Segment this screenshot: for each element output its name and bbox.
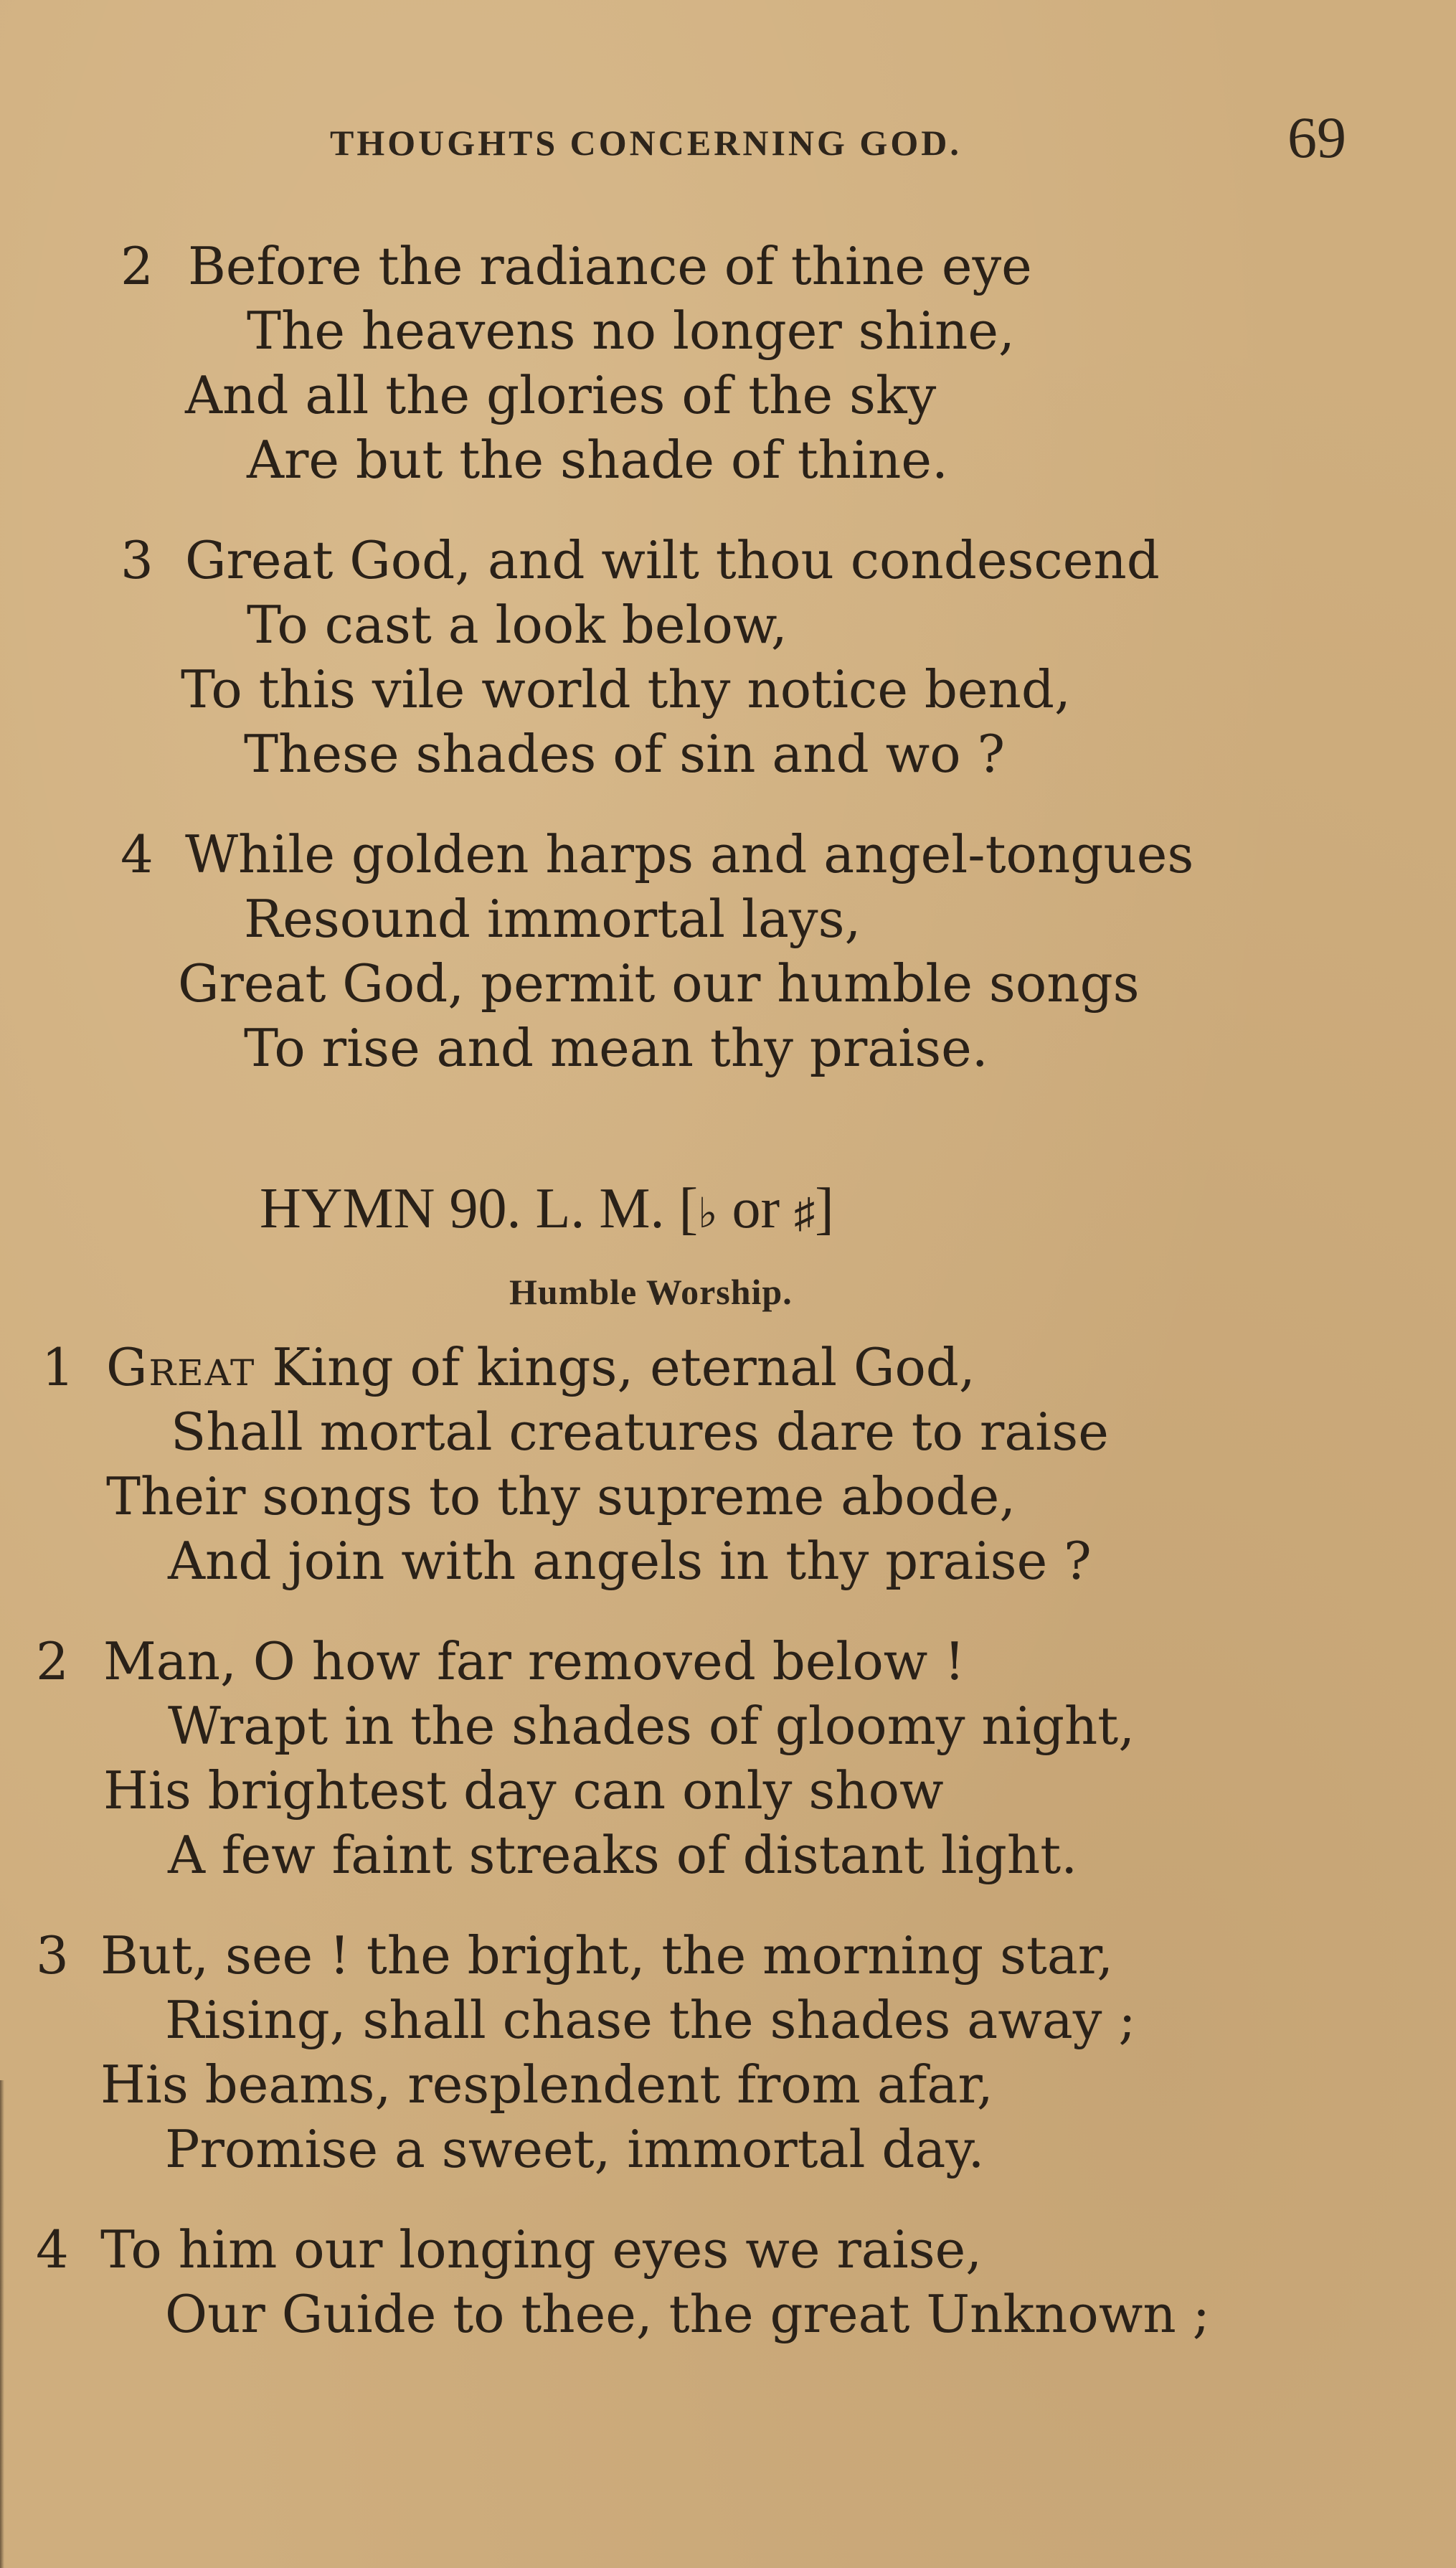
hymn-title-text: HYMN 90. L. M. [ xyxy=(260,1177,699,1240)
verse-line: To him our longing eyes we raise, xyxy=(100,2219,983,2280)
verse-line: While golden harps and angel-tongues xyxy=(185,824,1194,884)
verse-line-rest: King of kings, eternal God, xyxy=(255,1337,975,1397)
sharp-symbol: ♯ xyxy=(794,1190,816,1237)
page-edge-shadow xyxy=(0,2080,4,2568)
stanza-number: 2 xyxy=(36,1631,69,1691)
hymn-title xyxy=(260,1176,834,1242)
verse-line: A few faint streaks of distant light. xyxy=(168,1825,1078,1885)
verse-line: And all the glories of the sky xyxy=(185,365,937,425)
verse-line: Resound immortal lays, xyxy=(244,889,861,949)
stanza-number: 3 xyxy=(120,530,153,590)
verse-line: Wrapt in the shades of gloomy night, xyxy=(168,1696,1135,1756)
verse-line: To cast a look below, xyxy=(247,595,788,655)
verse-line: Promise a sweet, immortal day. xyxy=(165,2119,985,2179)
verse-line: Our Guide to thee, the great Unknown ; xyxy=(165,2284,1210,2344)
stanza-number: 3 xyxy=(36,1925,69,1986)
verse-line: The heavens no longer shine, xyxy=(247,301,1015,361)
verse-line: His brightest day can only show xyxy=(103,1760,944,1821)
verse-line: Are but the shade of thine. xyxy=(247,430,948,490)
stanza-number: 4 xyxy=(36,2219,69,2280)
verse-line xyxy=(106,1337,975,1397)
verse-line: To this vile world thy notice bend, xyxy=(181,659,1071,719)
verse-line: Before the radiance of thine eye xyxy=(188,236,1032,296)
verse-line: These shades of sin and wo ? xyxy=(244,724,1006,784)
page-number: 69 xyxy=(1287,105,1346,170)
verse-line: Shall mortal creatures dare to raise xyxy=(171,1402,1109,1462)
hymn-key-or: or xyxy=(717,1177,795,1240)
verse-line: Rising, shall chase the shades away ; xyxy=(165,1990,1136,2050)
verse-line: Their songs to thy supreme abode, xyxy=(106,1466,1016,1526)
verse-line: To rise and mean thy praise. xyxy=(244,1018,988,1078)
verse-line: Man, O how far removed below ! xyxy=(103,1631,965,1691)
hymn-key-close: ] xyxy=(815,1177,834,1240)
verse-line: And join with angels in thy praise ? xyxy=(168,1531,1092,1591)
verse-line: But, see ! the bright, the morning star, xyxy=(100,1925,1114,1986)
verse-line: His beams, resplendent from afar, xyxy=(100,2054,993,2115)
first-word: Great xyxy=(106,1337,256,1397)
flat-symbol: ♭ xyxy=(698,1190,718,1237)
hymn-subtitle: Humble Worship. xyxy=(509,1272,793,1312)
verse-line: Great God, and wilt thou condescend xyxy=(185,530,1160,590)
stanza-number: 1 xyxy=(42,1337,75,1397)
verse-line: Great God, permit our humble songs xyxy=(178,953,1140,1014)
running-head: THOUGHTS CONCERNING GOD. xyxy=(330,123,962,163)
stanza-number: 4 xyxy=(120,824,153,884)
stanza-number: 2 xyxy=(120,236,153,296)
